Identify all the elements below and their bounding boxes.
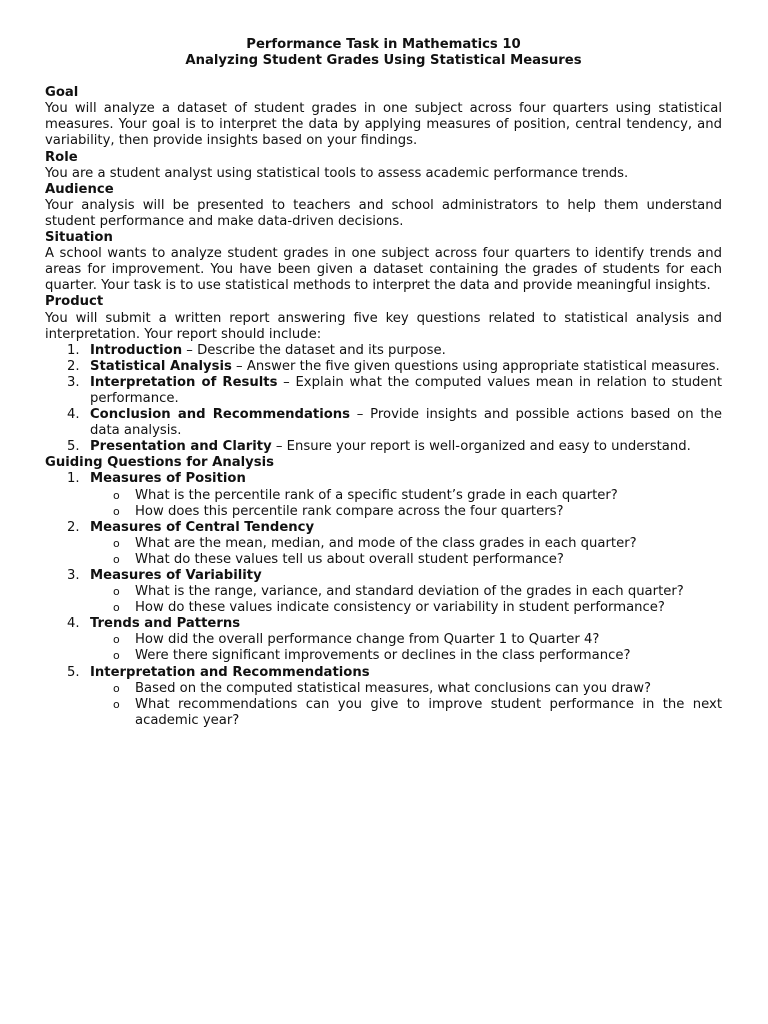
item-title: Interpretation of Results xyxy=(90,374,278,390)
section-title: Measures of Central Tendency xyxy=(90,519,315,535)
guiding-list xyxy=(45,520,722,536)
document-page xyxy=(45,37,722,729)
section-title: Interpretation and Recommendations xyxy=(90,664,370,680)
list-item xyxy=(45,520,722,536)
bullet-icon: o xyxy=(113,552,120,566)
list-item xyxy=(45,568,722,584)
section-title: Measures of Position xyxy=(90,471,246,487)
item-title: Statistical Analysis xyxy=(90,358,232,374)
item-number: 4. xyxy=(67,407,80,423)
product-text: You will submit a written report answering five key questions related to statistical analysis and interpretation. Your report should include: xyxy=(45,310,722,342)
bullet-icon: o xyxy=(113,681,120,695)
item-number: 4. xyxy=(67,616,80,632)
guiding-heading: Guiding Questions for Analysis xyxy=(45,455,274,471)
question-item xyxy=(45,632,722,648)
bullet-icon: o xyxy=(113,488,120,502)
item-number: 3. xyxy=(67,568,80,583)
question-text: How does this percentile rank compare across the four quarters? xyxy=(135,503,564,519)
goal-text: You will analyze a dataset of student grades in one subject across four quarters using statistical measures. Your goal is to interpret the data by applying measures of position, central tendency, and variability, then provide insights based on your findings. xyxy=(45,101,722,149)
question-item xyxy=(45,648,722,664)
product-heading: Product xyxy=(45,294,104,310)
bullet-icon: o xyxy=(113,504,120,518)
bullet-icon: o xyxy=(113,601,120,615)
list-item xyxy=(45,343,722,359)
item-number: 1. xyxy=(67,471,80,487)
item-number: 5. xyxy=(67,439,80,455)
question-item xyxy=(45,697,722,729)
question-item xyxy=(45,488,722,504)
question-text: Based on the computed statistical measures, what conclusions can you draw? xyxy=(135,680,652,696)
item-title: Conclusion and Recommendations xyxy=(90,407,351,423)
bullet-icon: o xyxy=(113,536,120,550)
item-title: Introduction xyxy=(90,342,183,358)
bullet-icon: o xyxy=(113,697,120,711)
question-text: How did the overall performance change from Quarter 1 to Quarter 4? xyxy=(135,632,600,648)
item-text: – Explain what the computed values mean in relation to student performance. xyxy=(90,374,722,406)
guiding-list xyxy=(45,616,722,632)
list-item xyxy=(45,439,722,455)
question-list xyxy=(45,681,722,729)
question-text: What are the mean, median, and mode of the class grades in each quarter? xyxy=(135,535,637,551)
question-text: What recommendations can you give to improve student performance in the next academic year? xyxy=(135,696,722,728)
item-text: – Ensure your report is well-organized and easy to understand. xyxy=(271,439,691,455)
audience-heading: Audience xyxy=(45,181,114,197)
question-text: What do these values tell us about overall student performance? xyxy=(135,551,564,567)
question-item xyxy=(45,504,722,520)
item-number: 5. xyxy=(67,664,80,680)
item-text: – Answer the five given questions using appropriate statistical measures. xyxy=(231,358,720,374)
question-text: What is the percentile rank of a specific student’s grade in each quarter? xyxy=(135,487,618,503)
role-heading: Role xyxy=(45,149,78,165)
question-list xyxy=(45,632,722,664)
item-number: 1. xyxy=(67,342,80,358)
item-text: – Describe the dataset and its purpose. xyxy=(182,342,446,358)
item-text: – Provide insights and possible actions based on the data analysis. xyxy=(90,407,722,439)
question-list xyxy=(45,536,722,568)
item-number: 2. xyxy=(67,519,80,535)
bullet-icon: o xyxy=(113,585,120,599)
question-item xyxy=(45,536,722,552)
list-item xyxy=(45,407,722,439)
product-list xyxy=(45,343,722,456)
document-subtitle: Analyzing Student Grades Using Statistical Measures xyxy=(185,53,582,69)
question-item xyxy=(45,600,722,616)
list-item xyxy=(45,375,722,407)
item-number: 2. xyxy=(67,358,80,374)
item-title: Presentation and Clarity xyxy=(90,439,272,455)
guiding-list xyxy=(45,471,722,487)
situation-text: A school wants to analyze student grades in one subject across four quarters to identify trends and areas for improvement. You have been given a dataset containing the grades of students for each quarter. Your task is to use statistical methods to interpret the data and provide meaningful insights. xyxy=(45,246,722,294)
section-title: Measures of Variability xyxy=(90,568,262,583)
guiding-list xyxy=(45,665,722,681)
item-number: 3. xyxy=(67,374,80,390)
audience-text: Your analysis will be presented to teachers and school administrators to help them understand student performance and make data-driven decisions. xyxy=(45,197,722,229)
situation-heading: Situation xyxy=(45,230,113,246)
goal-heading: Goal xyxy=(45,85,79,101)
guiding-list xyxy=(45,568,722,584)
document-title: Performance Task in Mathematics 10 xyxy=(246,37,521,52)
list-item xyxy=(45,359,722,375)
question-item xyxy=(45,552,722,568)
question-item xyxy=(45,681,722,697)
list-item xyxy=(45,616,722,632)
list-item xyxy=(45,471,722,487)
question-text: How do these values indicate consistency or variability in student performance? xyxy=(135,600,665,616)
question-list xyxy=(45,584,722,616)
bullet-icon: o xyxy=(113,633,120,647)
question-text: What is the range, variance, and standard deviation of the grades in each quarter? xyxy=(135,584,684,600)
question-text: Were there significant improvements or declines in the class performance? xyxy=(135,648,631,664)
section-title: Trends and Patterns xyxy=(90,616,241,632)
question-list xyxy=(45,488,722,520)
list-item xyxy=(45,665,722,681)
question-item xyxy=(45,584,722,600)
bullet-icon: o xyxy=(113,649,120,663)
role-text: You are a student analyst using statistical tools to assess academic performance trends. xyxy=(45,165,629,181)
